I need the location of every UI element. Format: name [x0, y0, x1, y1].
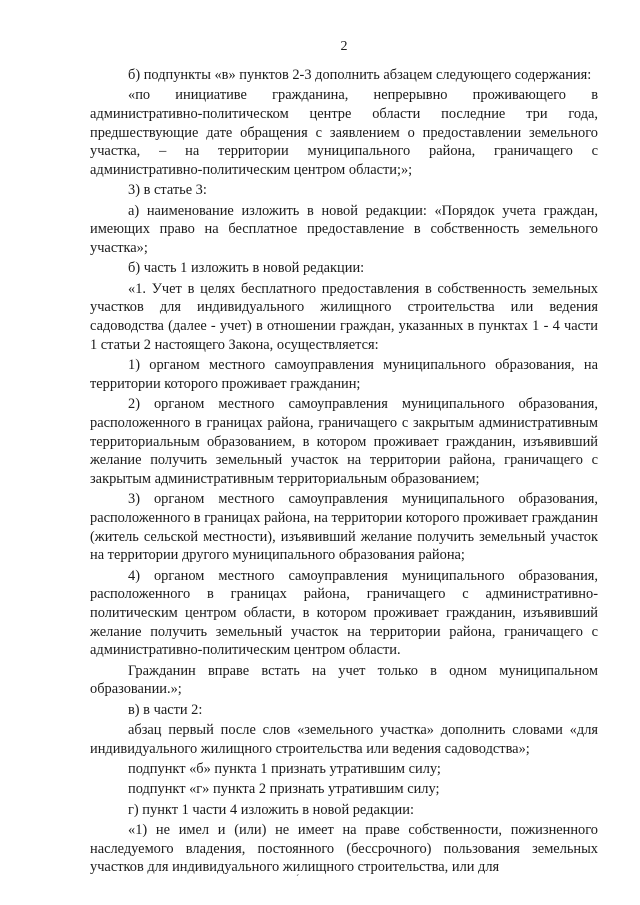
paragraph-quote-initiative: «по инициативе гражданина, непрерывно проживающего в административно-политическом центре области последние три года, предшествующие дате обращения с заявлением о предоставлении земельного участка, – на территории муниципального района, граничащего с административно-политическим центром области;»; — [90, 87, 598, 179]
paragraph-quote-1-not-owned: «1) не имел и (или) не имеет на праве собственности, пожизненного наследуемого владения, постоянного (бессрочного) пользования земельных участков для индивидуального жилищного строительства, или для — [90, 821, 598, 876]
paragraph-subpoint-g: подпункт «г» пункта 2 признать утратившим силу; — [128, 781, 440, 798]
paragraph-item-2: 2) органом местного самоуправления муниципального образования, расположенного в границах района, граничащего с закрытым административным территориальным образованием, в котором проживает гражданин, изъявивший желание получить земельный участок на территории района, граничащего с закрытым административным территориальным образованием; — [90, 396, 598, 487]
paragraph-item-4: 4) органом местного самоуправления муниципального образования, расположенного в границах района, граничащего с административно-политическим центром области, в котором проживает гражданин, изъявивший желание получить земельный участок на территории района, граничащего с административно-политическим центром области. — [90, 567, 598, 659]
scan-speck: ´ — [296, 874, 300, 885]
paragraph-item-3: 3) органом местного самоуправления муниципального образования, расположенного в границах района, на территории которого проживает гражданин (житель сельской местности), изъявивший желание получить земельный участок на территории другого муниципального образования района; — [90, 491, 598, 564]
page-number: 2 — [340, 39, 348, 54]
paragraph-b-part-1: б) часть 1 изложить в новой редакции: — [128, 260, 365, 277]
paragraph-g-part-4: г) пункт 1 части 4 изложить в новой редакции: — [128, 801, 414, 818]
paragraph-v-part-2: в) в части 2: — [128, 701, 203, 718]
paragraph-a-title: а) наименование изложить в новой редакции: «Порядок учета граждан, имеющих право на бесплатное предоставление в собственность земельного участка»; — [90, 202, 598, 257]
paragraph-first-abzac: абзац первый после слов «земельного участка» дополнить словами «для индивидуального жилищного строительства или ведения садоводства»; — [90, 722, 598, 757]
paragraph-article-3: 3) в статье 3: — [128, 182, 207, 199]
paragraph-subpoint-b: подпункт «б» пункта 1 признать утратившим силу; — [128, 761, 441, 778]
paragraph-b-subpoints: б) подпункты «в» пунктов 2-3 дополнить абзацем следующего содержания: — [128, 67, 592, 83]
paragraph-item-1: 1) органом местного самоуправления муниципального образования, на территории которого проживает гражданин; — [90, 357, 598, 392]
paragraph-quote-1: «1. Учет в целях бесплатного предоставления в собственность земельных участков для индивидуального жилищного строительства или ведения садоводства (далее - учет) в отношении граждан, указанных в пунктах 1 - 4 части 1 статьи 2 настоящего Закона, осуществляется: — [90, 280, 598, 353]
paragraph-single-registration: Гражданин вправе встать на учет только в одном муниципальном образовании.»; — [90, 662, 598, 698]
